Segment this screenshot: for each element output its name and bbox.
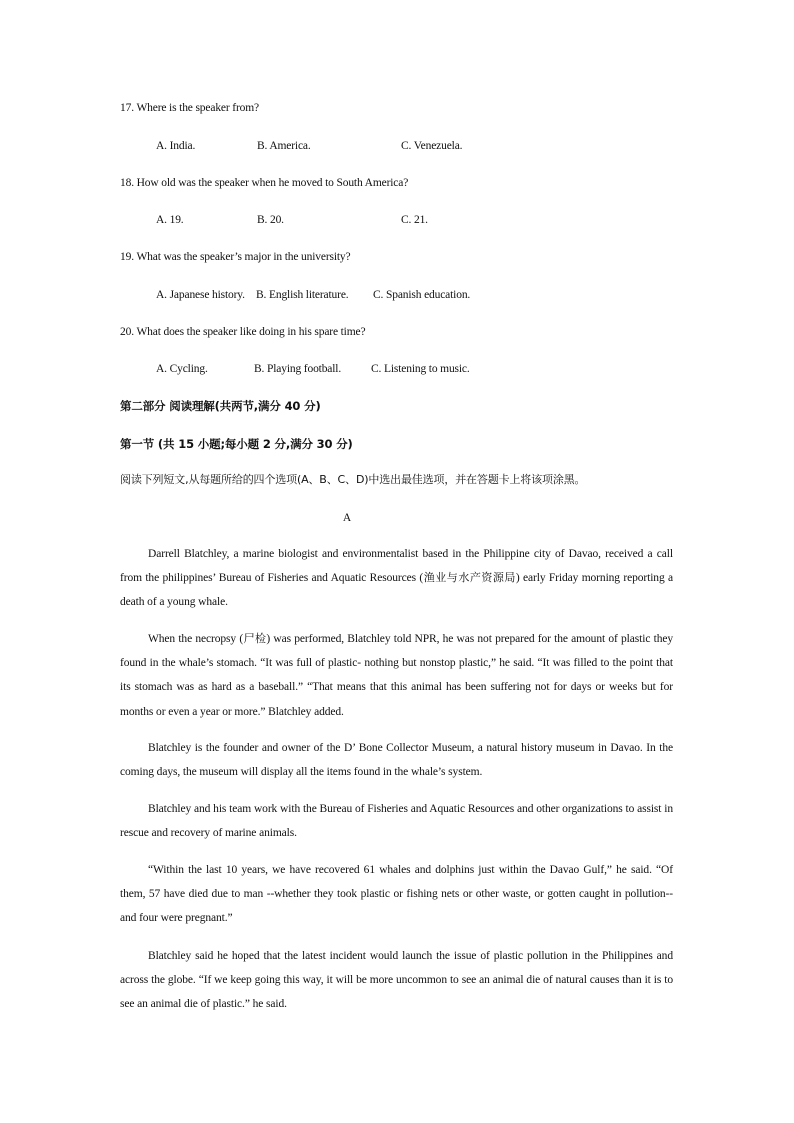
paragraph-4: Blatchley and his team work with the Bureau of Fisheries and Aquatic Resources and other organizations to assist in rescue and recovery of marine animals. (120, 803, 673, 840)
question-17-option-a: A. India. (156, 140, 196, 152)
question-18-option-b: B. 20. (257, 214, 284, 226)
paragraph-5: “Within the last 10 years, we have recovered 61 whales and dolphins just within the Davao Gulf,” he said. “Of them, 57 have died due to man --whether they took plastic or fishing nets or other waste, or gotten caught in pollution-- and four were pregnant.” (120, 864, 673, 925)
paragraph-2 (120, 627, 673, 724)
paragraph-2-text-b: ) was performed, Blatchley told NPR, he was not prepared for the amount of plastic they found in the whale’s stomach. “It was full of plastic- nothing but nonstop plastic,” he said. “It was filled to the point that its stomach was as hard as a baseball.” “That means that this animal has been suffering not for days or weeks but for months or even a year or more.” Blatchley added. (120, 633, 673, 718)
paragraph-1-chinese-gloss: 渔业与水产资源局 (423, 571, 516, 585)
question-20-option-a: A. Cycling. (156, 363, 208, 375)
question-18-option-a: A. 19. (156, 214, 184, 226)
paragraph-1 (120, 542, 673, 615)
section-one-heading: 第一节 (共 15 小题;每小题 2 分,满分 30 分) (120, 437, 353, 451)
question-17-option-b: B. America. (257, 140, 311, 152)
section-part-heading: 第二部分 阅读理解(共两节,满分 40 分) (120, 399, 321, 413)
paragraph-2-chinese-gloss: 尸检 (243, 632, 267, 645)
question-19-option-a: A. Japanese history. (156, 289, 245, 301)
question-20-stem: 20. What does the speaker like doing in his spare time? (120, 326, 366, 338)
paragraph-1-text-b: ) early Friday morning reporting a death of a young whale. (120, 572, 673, 609)
question-18-option-c: C. 21. (401, 214, 428, 226)
paragraph-1-text-a: Darrell Blatchley, a marine biologist and environmentalist based in the Philippine city of Davao, received a call from the philippines’ Bureau of Fisheries and Aquatic Resources ( (120, 548, 673, 585)
paragraph-2-text-a: When the necropsy ( (148, 633, 244, 645)
question-19-stem: 19. What was the speaker’s major in the university? (120, 251, 351, 263)
question-18-stem: 18. How old was the speaker when he moved to South America? (120, 177, 409, 189)
question-20-option-c: C. Listening to music. (371, 363, 470, 375)
reading-instruction: 阅读下列短文,从每题所给的四个选项(A、B、C、D)中选出最佳选项，并在答题卡上将该项涂黑。 (120, 473, 586, 486)
question-17-stem: 17. Where is the speaker from? (120, 102, 259, 114)
question-17-option-c: C. Venezuela. (401, 140, 463, 152)
passage-letter: A (342, 512, 352, 524)
question-20-option-b: B. Playing football. (254, 363, 342, 375)
question-19-option-c: C. Spanish education. (373, 289, 471, 301)
paragraph-3: Blatchley is the founder and owner of the D’ Bone Collector Museum, a natural history museum in Davao. In the coming days, the museum will display all the items found in the whale’s system. (120, 742, 673, 779)
paragraph-6: Blatchley said he hoped that the latest incident would launch the issue of plastic pollution in the Philippines and across the globe. “If we keep going this way, it will be more uncommon to see an animal die of natural causes than it is to see an animal die of plastic.” he said. (120, 950, 673, 1011)
question-19-option-b: B. English literature. (256, 289, 349, 301)
